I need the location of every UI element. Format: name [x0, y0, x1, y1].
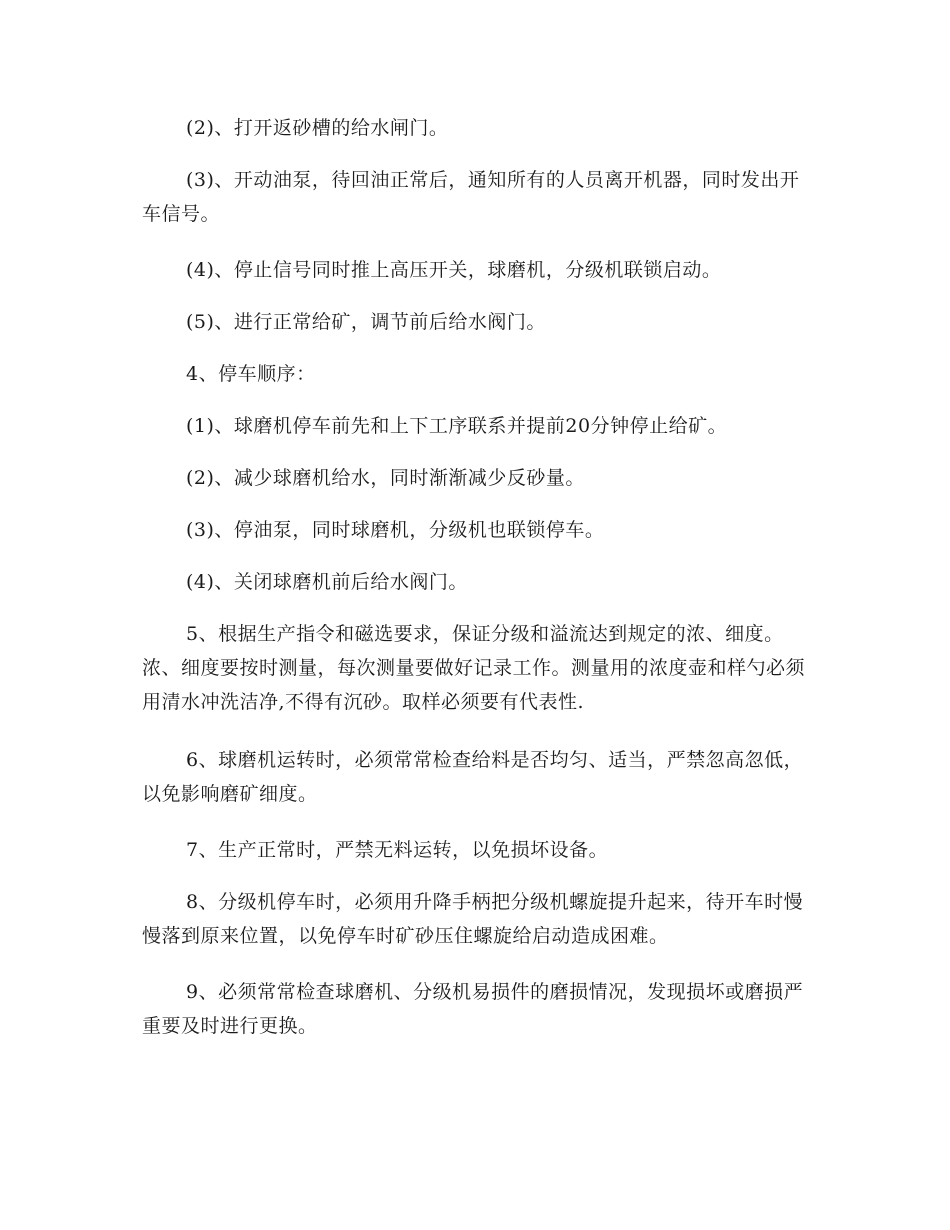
- paragraph-item-8: 8、分级机停车时，必须用升降手柄把分级机螺旋提升起来，待开车时慢慢落到原来位置，以免停车时矿砂压住螺旋给启动造成困难。: [142, 891, 804, 947]
- paragraph-stop-step-1: (1)、球磨机停车前先和上下工序联系并提前20分钟停止给矿。: [186, 415, 728, 437]
- paragraph-stop-step-2: (2)、减少球磨机给水，同时渐渐减少反砂量。: [186, 467, 585, 489]
- paragraph-stop-step-4: (4)、关闭球磨机前后给水阀门。: [186, 571, 468, 593]
- paragraph-item-5: 5、根据生产指令和磁选要求，保证分级和溢流达到规定的浓、细度。浓、细度要按时测量，每次测量要做好记录工作。测量用的浓度壶和样勺必须用清水冲洗洁净,不得有沉砂。取样必须要有代表性.: [142, 623, 806, 713]
- paragraph-step-2: (2)、打开返砂槽的给水闸门。: [186, 117, 449, 139]
- paragraph-step-3: (3)、开动油泵，待回油正常后，通知所有的人员离开机器，同时发出开车信号。: [142, 169, 800, 225]
- section-heading-stop-order: 4、停车顺序：: [186, 363, 316, 385]
- paragraph-step-4: (4)、停止信号同时推上高压开关，球磨机，分级机联锁启动。: [186, 259, 722, 281]
- paragraph-stop-step-3: (3)、停油泵，同时球磨机，分级机也联锁停车。: [186, 519, 605, 541]
- paragraph-item-9: 9、必须常常检查球磨机、分级机易损件的磨损情况，发现损坏或磨损严重要及时进行更换。: [142, 981, 804, 1037]
- paragraph-item-6: 6、球磨机运转时，必须常常检查给料是否均匀、适当，严禁忽高忽低，以免影响磨矿细度。: [142, 749, 804, 805]
- paragraph-item-7: 7、生产正常时，严禁无料运转，以免损坏设备。: [186, 839, 609, 861]
- paragraph-step-5: (5)、进行正常给矿，调节前后给水阀门。: [186, 311, 546, 333]
